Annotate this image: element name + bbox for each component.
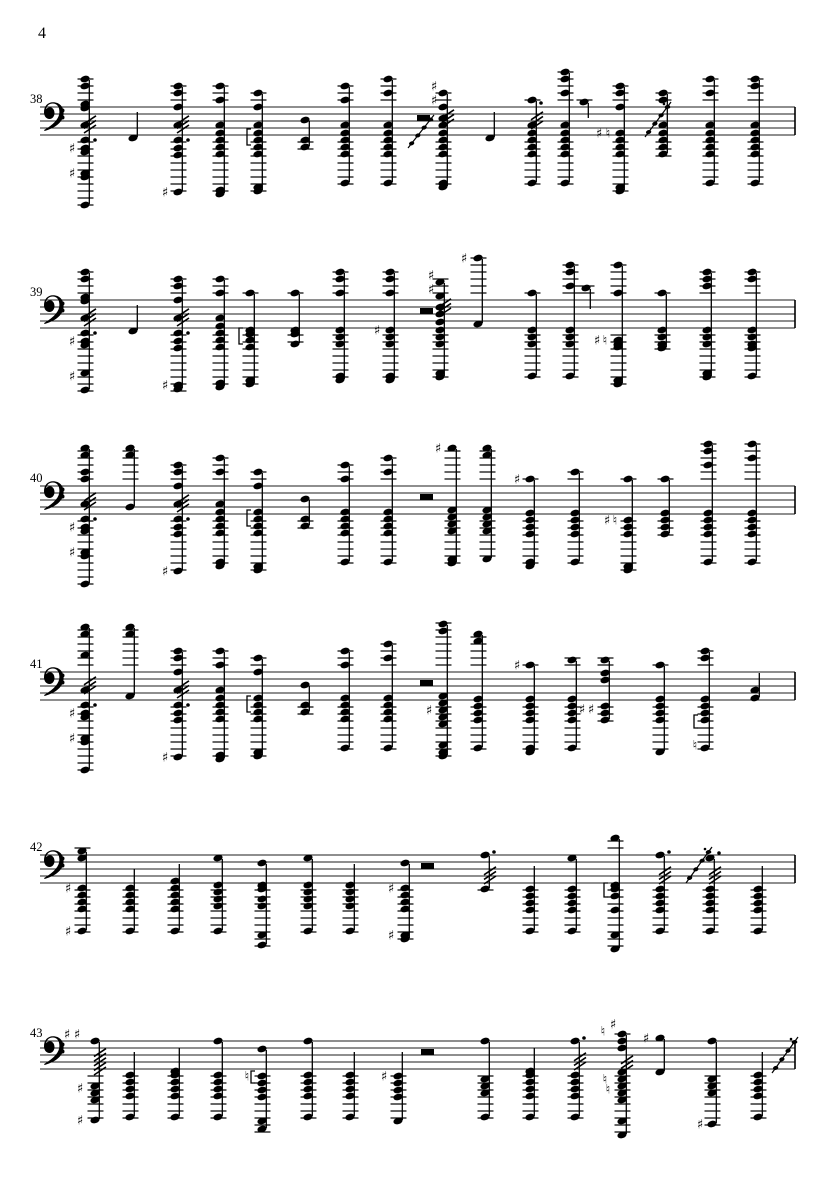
augmentation-dot (186, 138, 190, 142)
chord-event (162, 461, 190, 580)
accidental: ♮ (600, 1024, 606, 1040)
chord-event (701, 440, 717, 567)
chord-event (525, 96, 544, 188)
chord-event (65, 847, 91, 940)
accidental: ♯ (68, 731, 76, 747)
accidental: ♯ (696, 1117, 704, 1133)
chord-event (247, 468, 267, 575)
chord-event (525, 289, 541, 381)
chord-event (461, 252, 487, 329)
grace-slash (177, 309, 189, 317)
half-rest (420, 494, 433, 500)
chord-event (700, 268, 716, 382)
chord-event (750, 673, 761, 702)
chord-event (381, 640, 397, 753)
accidental: ♯ (161, 378, 169, 394)
chord-event (162, 647, 190, 766)
accidental: ♯ (609, 1017, 617, 1033)
accidental: ♯ (68, 334, 76, 350)
chord-event (69, 268, 97, 395)
augmentation-dot (93, 703, 97, 707)
grace-slash (659, 871, 671, 879)
chord-event (686, 847, 721, 935)
accidental: ♯ (427, 282, 435, 298)
accidental: ♮ (692, 738, 698, 754)
grace-slash (709, 867, 721, 875)
accidental: ♯ (430, 93, 438, 109)
bracket (239, 328, 243, 344)
bracket (251, 1071, 255, 1083)
accidental: ♯ (76, 1113, 84, 1129)
bracket (604, 883, 608, 897)
chord-event (69, 623, 97, 775)
accidental: ♯ (68, 545, 76, 561)
accidental: ♯ (68, 166, 76, 182)
chord-event (421, 863, 434, 869)
chord-event (245, 1045, 271, 1134)
accidental: ♮ (612, 513, 618, 529)
bass-clef-dot (61, 857, 65, 861)
bass-clef-dot (61, 309, 65, 313)
chord-event (568, 468, 584, 567)
chord-event (388, 859, 414, 944)
measure-number: 42 (30, 840, 43, 854)
chord-event (579, 656, 614, 725)
chord-event (478, 1037, 494, 1122)
grace-slash (177, 681, 189, 689)
chord-event (594, 261, 627, 389)
bass-clef-dot (61, 674, 65, 678)
chord-event (523, 1048, 539, 1121)
accidental: ♮ (605, 126, 611, 142)
chord-event (162, 82, 190, 201)
chord-event (645, 89, 672, 159)
chord-event (420, 494, 433, 500)
accidental: ♯ (373, 323, 381, 339)
bass-clef-dot (61, 495, 65, 499)
staff-system (30, 440, 795, 589)
chord-event (653, 661, 669, 757)
accidental: ♯ (76, 1081, 84, 1097)
accidental: ♯ (380, 1069, 388, 1085)
chord-event (579, 284, 595, 309)
accidental: ♯ (595, 126, 603, 142)
chord-event (435, 442, 461, 568)
chord-event (213, 82, 229, 199)
half-rest (421, 1049, 434, 1055)
grace-slash (84, 116, 96, 124)
augmentation-dot (93, 331, 97, 335)
accidental: ♮ (602, 333, 608, 349)
chord-event (568, 1036, 587, 1121)
staff-system (30, 68, 795, 210)
augmentation-dot (93, 138, 97, 142)
chord-event (239, 289, 259, 389)
chord-event (162, 275, 190, 394)
chord-event (745, 440, 761, 567)
grace-slash (177, 116, 189, 124)
chord-event (64, 1028, 106, 1129)
chord-event (381, 454, 397, 567)
augmentation-dot (186, 517, 190, 521)
accidental: ♯ (64, 924, 72, 940)
chord-event (374, 268, 399, 385)
staff-system (30, 834, 795, 954)
bass-clef-dot (61, 488, 65, 492)
grace-slash (574, 1053, 586, 1061)
chord-event (69, 444, 97, 589)
accidental: ♯ (64, 881, 72, 897)
chord-event (168, 864, 184, 935)
grace-slash (484, 867, 496, 875)
chord-event (604, 475, 637, 575)
chord-event (301, 1037, 317, 1122)
grace-slash (177, 495, 189, 503)
chord-event (381, 75, 397, 188)
augmentation-dot (717, 851, 721, 855)
accidental: ♯ (513, 472, 521, 488)
bracket (694, 715, 698, 728)
grace-slash (94, 1053, 106, 1061)
bass-clef-dot (61, 1050, 65, 1054)
chord-event (421, 1049, 434, 1055)
accidental: ♮ (244, 1069, 250, 1085)
chord-event (420, 308, 433, 314)
accidental: ♯ (161, 185, 169, 201)
chord-event (213, 275, 229, 392)
accidental: ♯ (68, 706, 76, 722)
accidental: ♯ (593, 333, 601, 349)
augmentation-dot (582, 1036, 586, 1040)
chord-event (428, 269, 451, 382)
accidental: ♮ (602, 1072, 608, 1088)
chord-event (123, 623, 139, 701)
page-number: 4 (38, 25, 46, 42)
augmentation-dot (93, 517, 97, 521)
chord-event (643, 1032, 666, 1077)
accidental: ♯ (425, 703, 433, 719)
chord-event (381, 1052, 407, 1125)
accidental: ♯ (63, 1027, 71, 1043)
accidental: ♯ (161, 750, 169, 766)
chord-event (703, 75, 719, 188)
grace-slash (621, 1056, 633, 1064)
accidental: ♯ (73, 1027, 81, 1043)
grace-slash (84, 309, 96, 317)
chord-event (213, 454, 229, 571)
augmentation-dot (667, 850, 671, 854)
chord-event (168, 1048, 184, 1121)
chord-event (128, 305, 139, 335)
staff-system (30, 620, 795, 775)
grace-slash (531, 112, 543, 120)
chord-event (514, 659, 539, 757)
staff-system (30, 252, 795, 395)
chord-event (653, 850, 672, 935)
chord-event (211, 1037, 227, 1122)
accidental: ♯ (387, 881, 395, 897)
measure-number: 43 (30, 1026, 43, 1040)
grace-slash (531, 116, 543, 124)
grace-slash (574, 1057, 586, 1065)
chord-event (301, 854, 317, 936)
measure-number: 38 (30, 92, 43, 106)
bracket (247, 510, 251, 526)
half-rest (420, 680, 433, 686)
augmentation-dot (492, 850, 496, 854)
measure-number: 39 (30, 285, 43, 299)
accidental: ♯ (513, 658, 521, 674)
accidental: ♯ (68, 141, 76, 157)
chord-event (478, 850, 497, 893)
chord-event (748, 75, 764, 188)
half-rest (421, 863, 434, 869)
grace-slash (84, 681, 96, 689)
bracket (247, 129, 251, 145)
accidental: ♯ (578, 702, 586, 718)
chord-event (288, 289, 304, 349)
bass-clef-dot (61, 1043, 65, 1047)
chord-event (601, 1018, 633, 1140)
accidental: ♯ (427, 268, 435, 284)
chord-event (697, 1037, 721, 1133)
accidental: ♯ (68, 369, 76, 385)
chord-event (565, 854, 581, 936)
chord-event (604, 834, 624, 954)
accidental: ♯ (642, 1031, 650, 1047)
chord-event (213, 647, 229, 764)
chord-event (211, 854, 227, 936)
bass-clef-dot (61, 864, 65, 868)
accidental: ♮ (605, 1082, 611, 1098)
measure-number: 40 (30, 471, 43, 485)
accidental: ♯ (587, 702, 595, 718)
accidental: ♯ (68, 520, 76, 536)
augmentation-dot (539, 101, 543, 105)
accidental: ♯ (460, 251, 468, 267)
chord-event (247, 654, 267, 761)
grace-slash (659, 867, 671, 875)
grace-slash (709, 871, 721, 879)
chord-event (128, 112, 139, 142)
chord-event (123, 444, 139, 512)
chord-event (123, 869, 139, 935)
accidental: ♯ (434, 441, 442, 457)
staff-system (30, 1018, 798, 1140)
accidental: ♯ (430, 79, 438, 95)
chord-event (426, 620, 452, 761)
bass-clef-dot (61, 302, 65, 306)
chord-event (577, 98, 593, 118)
chord-event (343, 864, 359, 935)
accidental: ♯ (603, 513, 611, 529)
chord-event (471, 630, 487, 753)
half-rest (420, 308, 433, 314)
chord-event (514, 473, 539, 571)
chord-event (255, 859, 271, 950)
augmentation-dot (186, 331, 190, 335)
accidental: ♯ (161, 564, 169, 580)
chord-event (408, 115, 434, 148)
chord-event (69, 75, 97, 210)
bass-clef-dot (61, 681, 65, 685)
chord-event (480, 444, 496, 564)
grace-slash (84, 677, 96, 685)
grace-slash (94, 1067, 106, 1075)
chord-event (420, 680, 433, 686)
measure-number: 41 (30, 657, 43, 671)
accidental: ♯ (387, 928, 395, 944)
chord-event (247, 89, 267, 196)
chord-event (333, 268, 349, 385)
augmentation-dot (186, 703, 190, 707)
chord-event (485, 112, 496, 142)
bass-clef-dot (61, 116, 65, 120)
bass-clef-dot (61, 109, 65, 113)
chord-event (596, 82, 629, 196)
chord-event (745, 268, 761, 381)
grace-slash (484, 871, 496, 879)
bracket (247, 696, 251, 712)
